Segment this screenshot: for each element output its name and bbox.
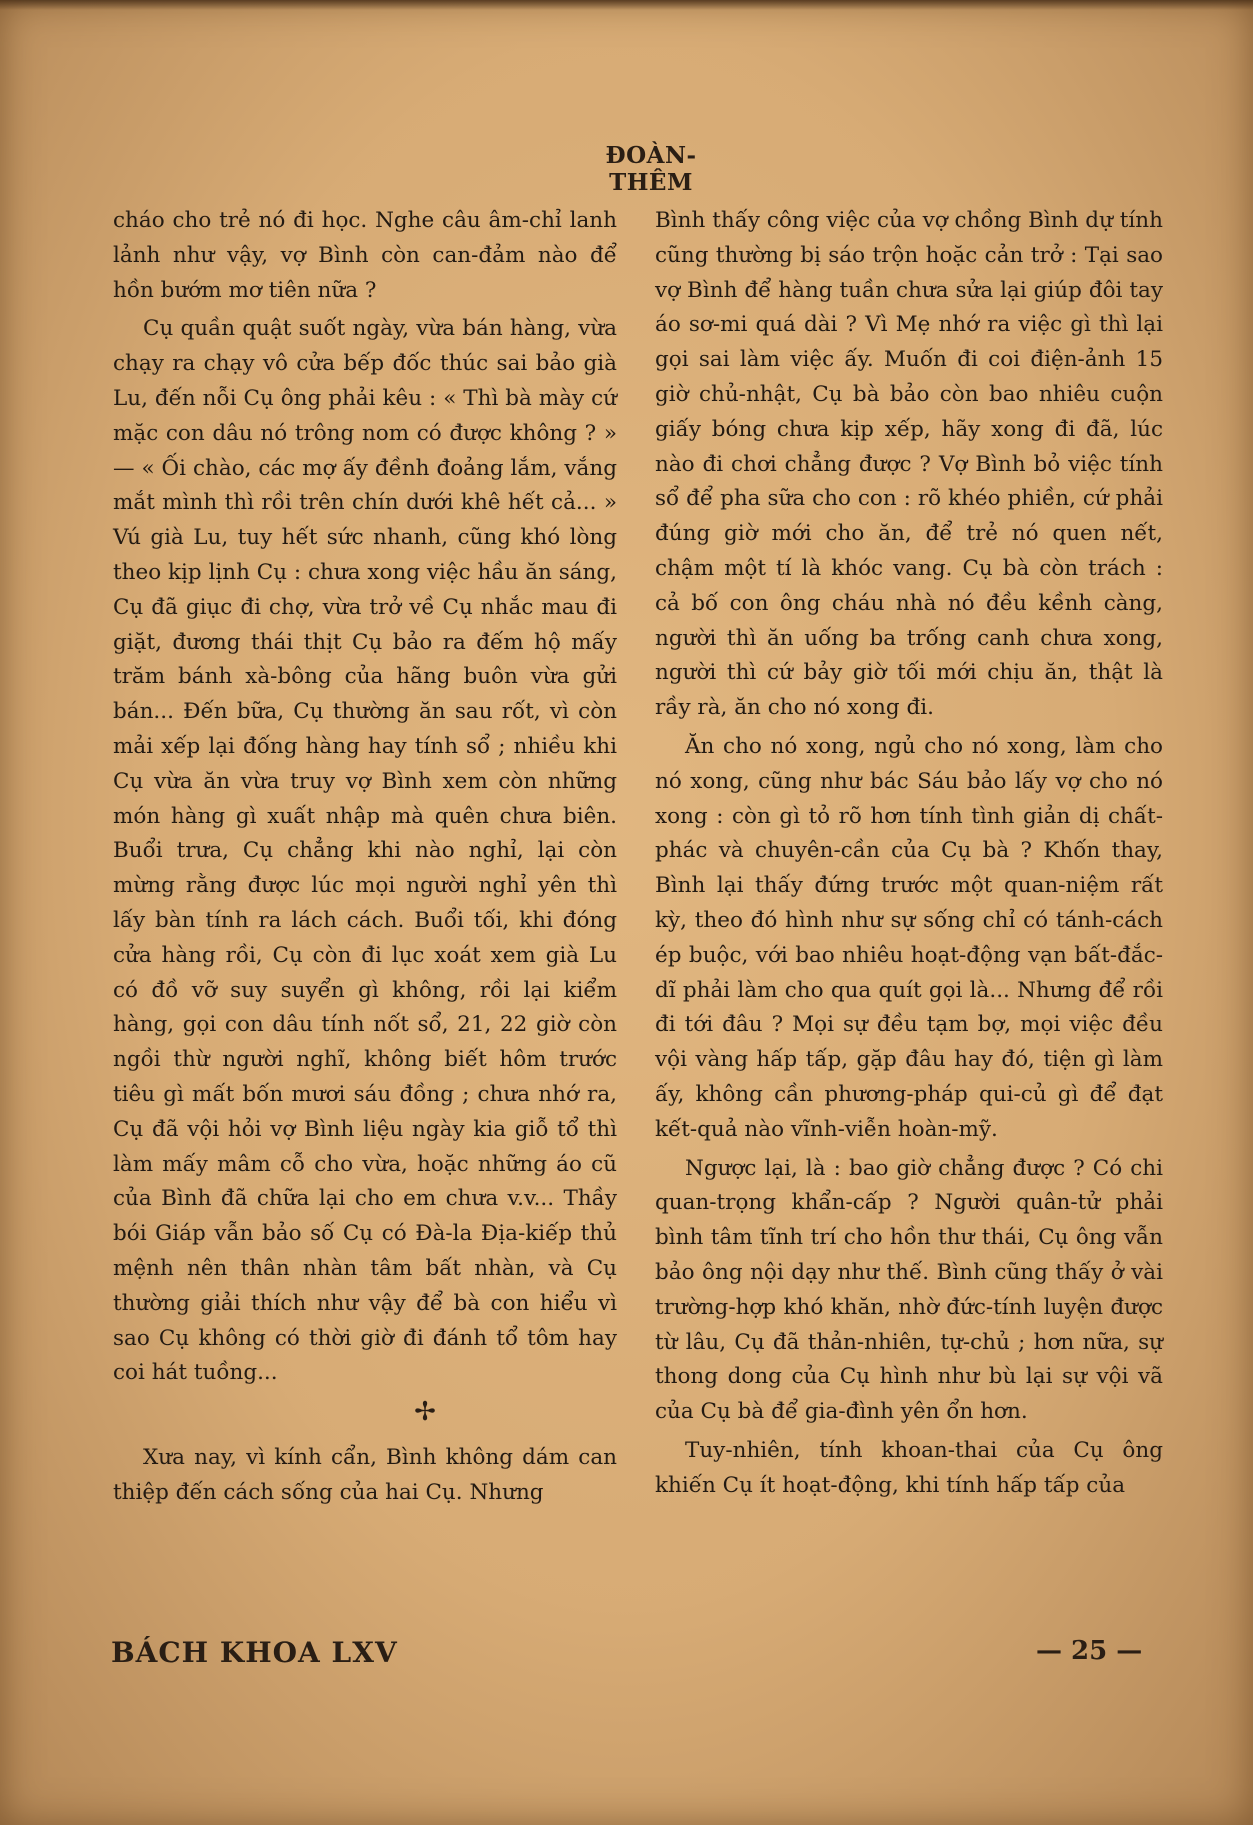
right-column bbox=[655, 204, 1163, 1503]
page-number: — 25 — bbox=[1036, 1636, 1143, 1666]
right-paragraph-3: Ngược lại, là : bao giờ chẳng được ? Có chi quan-trọng khẩn-cấp ? Người quân-tử phải bình tâm tĩnh trí cho hồn thư thái, Cụ ông vẫn bảo ông nội dạy như thế. Bình cũng thấy ở vài trường-hợp khó khăn, nhờ đức-tính luyện được từ lâu, Cụ đã thản-nhiên, tự-chủ ; hơn nữa, sự thong dong của Cụ hình như bù lại sự vội vã của Cụ bà để gia-đình yên ổn hơn. bbox=[655, 1155, 1163, 1425]
right-paragraph-1: Bình thấy công việc của vợ chồng Bình dự tính cũng thường bị sáo trộn hoặc cản trở : Tại sao vợ Bình để hàng tuần chưa sửa lại giúp đôi tay áo sơ-mi quá dài ? Vì Mẹ nhớ ra việc gì thì lại gọi sai làm việc ấy. Muốn đi coi điện-ảnh 15 giờ chủ-nhật, Cụ bà bảo còn bao nhiêu cuộn giấy bóng chưa kịp xếp, hãy xong đi đã, lúc nào đi chơi chẳng được ? Vợ Bình bỏ việc tính sổ để pha sữa cho con : rõ khéo phiền, cứ phải đúng giờ mới cho ăn, để trẻ nó quen nết, chậm một tí là khóc vang. Cụ bà còn trách : cả bố con ông cháu nhà nó đều kềnh càng, người thì ăn uống ba trống canh chưa xong, người thì cứ bảy giờ tối mới chịu ăn, thật là rầy rà, ăn cho nó xong đi. bbox=[655, 208, 1163, 721]
left-paragraph-3: Xưa nay, vì kính cẩn, Bình không dám can thiệp đến cách sống của hai Cụ. Nhưng bbox=[113, 1445, 617, 1505]
right-paragraph-2: Ăn cho nó xong, ngủ cho nó xong, làm cho nó xong, cũng như bác Sáu bảo lấy vợ cho nó xong : còn gì tỏ rõ hơn tính tình giản dị chất-phác và chuyên-cần của Cụ bà ? Khốn thay, Bình lại thấy đứng trước một quan-niệm rất kỳ, theo đó hình như sự sống chỉ có tánh-cách ép buộc, với bao nhiêu hoạt-động vạn bất-đắc-dĩ phải làm cho qua quít gọi là... Nhưng để rồi đi tới đâu ? Mọi sự đều tạm bợ, mọi việc đều vội vàng hấp tấp, gặp đâu hay đó, tiện gì làm ấy, không cần phương-pháp qui-củ gì để đạt kết-quả nào vĩnh-viễn hoàn-mỹ. bbox=[655, 733, 1163, 1142]
running-head-author: ĐOÀN-THÊM bbox=[605, 142, 697, 196]
left-column bbox=[113, 204, 617, 1511]
right-paragraph-4: Tuy-nhiên, tính khoan-thai của Cụ ông khiến Cụ ít hoạt-động, khi tính hấp tấp của bbox=[655, 1437, 1163, 1498]
page-top-edge bbox=[0, 0, 1253, 10]
publication-name: BÁCH KHOA LXV bbox=[111, 1636, 398, 1669]
left-paragraph-2: Cụ quần quật suốt ngày, vừa bán hàng, vừa chạy ra chạy vô cửa bếp đốc thúc sai bảo già Lu, đến nỗi Cụ ông phải kêu : « Thì bà mày cứ mặc con dâu nó trông nom có được không ? » — « Ối chào, các mợ ấy đềnh đoảng lắm, vắng mắt mình thì rồi trên chín dưới khê hết cả... » Vú già Lu, tuy hết sức nhanh, cũng khó lòng theo kịp lịnh Cụ : chưa xong việc hầu ăn sáng, Cụ đã giục đi chợ, vừa trở về Cụ nhắc mau đi giặt, đương thái thịt Cụ bảo ra đếm hộ mấy trăm bánh xà-bông của hãng buôn vừa gửi bán... Đến bữa, Cụ thường ăn sau rốt, vì còn mải xếp lại đống hàng hay tính sổ ; nhiều khi Cụ vừa ăn vừa truy vợ Bình xem còn những món hàng gì xuất nhập mà quên chưa biên. Buổi trưa, Cụ chẳng khi nào nghỉ, lại còn mừng rằng được lúc mọi người nghỉ yên thì lấy bàn tính ra lách cách. Buổi tối, khi đóng cửa hàng rồi, Cụ còn đi lục xoát xem già Lu có đồ vỡ suy suyển gì không, rồi lại kiểm hàng, gọi con dâu tính nốt sổ, 21, 22 giờ còn ngồi thừ người nghĩ, không biết hôm trước tiêu gì mất bốn mươi sáu đồng ; chưa nhớ ra, Cụ đã vội hỏi vợ Bình liệu ngày kia giỗ tổ thì làm mấy mâm cỗ cho vừa, hoặc những áo cũ của Bình đã chữa lại cho em chưa v.v... Thầy bói Giáp vẫn bảo số Cụ có Đà-la Địa-kiếp thủ mệnh nên thân nhàn tâm bất nhàn, và Cụ thường giải thích như vậy để bà con hiểu vì sao Cụ không có thời giờ đi đánh tổ tôm hay coi hát tuồng... bbox=[113, 316, 618, 1386]
left-paragraph-1: cháo cho trẻ nó đi học. Nghe câu âm-chỉ lanh lảnh như vậy, vợ Bình còn can-đảm nào để hồn bướm mơ tiên nữa ? bbox=[113, 208, 617, 303]
section-separator: ✢ bbox=[414, 1397, 436, 1428]
